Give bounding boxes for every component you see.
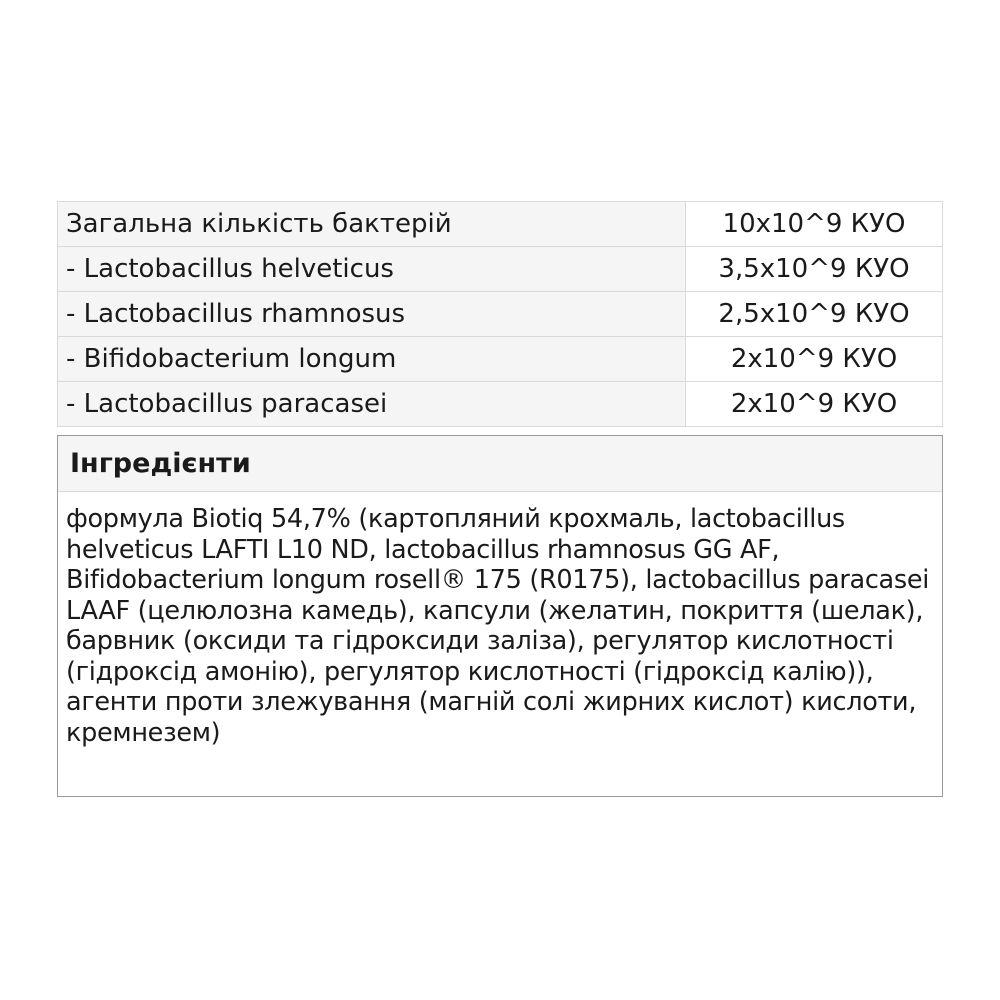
bacteria-amount-cell: 2,5x10^9 КУО — [686, 292, 943, 337]
composition-table — [57, 201, 943, 427]
ingredients-text: формула Biotiq 54,7% (картопляний крохмаль, lactobacillus helveticus LAFTI L10 ND, lactobacillus rhamnosus GG AF, Bifidobacterium longum rosell® 175 (R0175), lactobacillus paracasei LAAF (целюлозна камедь), капсули (желатин, покриття (шелак), барвник (оксиди та гідроксиди заліза), регулятор кислотності (гідроксід амонію), регулятор кислотності (гідроксід калію)), агенти проти злежування (магній солі жирних кислот) кислоти, кремнезем) — [66, 504, 930, 748]
bacteria-name-cell: Загальна кількість бактерій — [58, 202, 686, 247]
bacteria-name-cell: - Lactobacillus helveticus — [58, 247, 686, 292]
table-row — [58, 337, 943, 382]
bacteria-name-cell: - Bifidobacterium longum — [58, 337, 686, 382]
ingredients-section — [57, 435, 943, 797]
table-row — [58, 292, 943, 337]
bacteria-amount-cell: 2x10^9 КУО — [686, 382, 943, 427]
bacteria-name-cell: - Lactobacillus paracasei — [58, 382, 686, 427]
bacteria-amount-cell: 10x10^9 КУО — [686, 202, 943, 247]
bacteria-name-cell: - Lactobacillus rhamnosus — [58, 292, 686, 337]
bacteria-amount-cell: 3,5x10^9 КУО — [686, 247, 943, 292]
table-row — [58, 247, 943, 292]
table-row — [58, 202, 943, 247]
table-row — [58, 382, 943, 427]
bacteria-amount-cell: 2x10^9 КУО — [686, 337, 943, 382]
ingredients-title: Інгредієнти — [58, 436, 942, 492]
